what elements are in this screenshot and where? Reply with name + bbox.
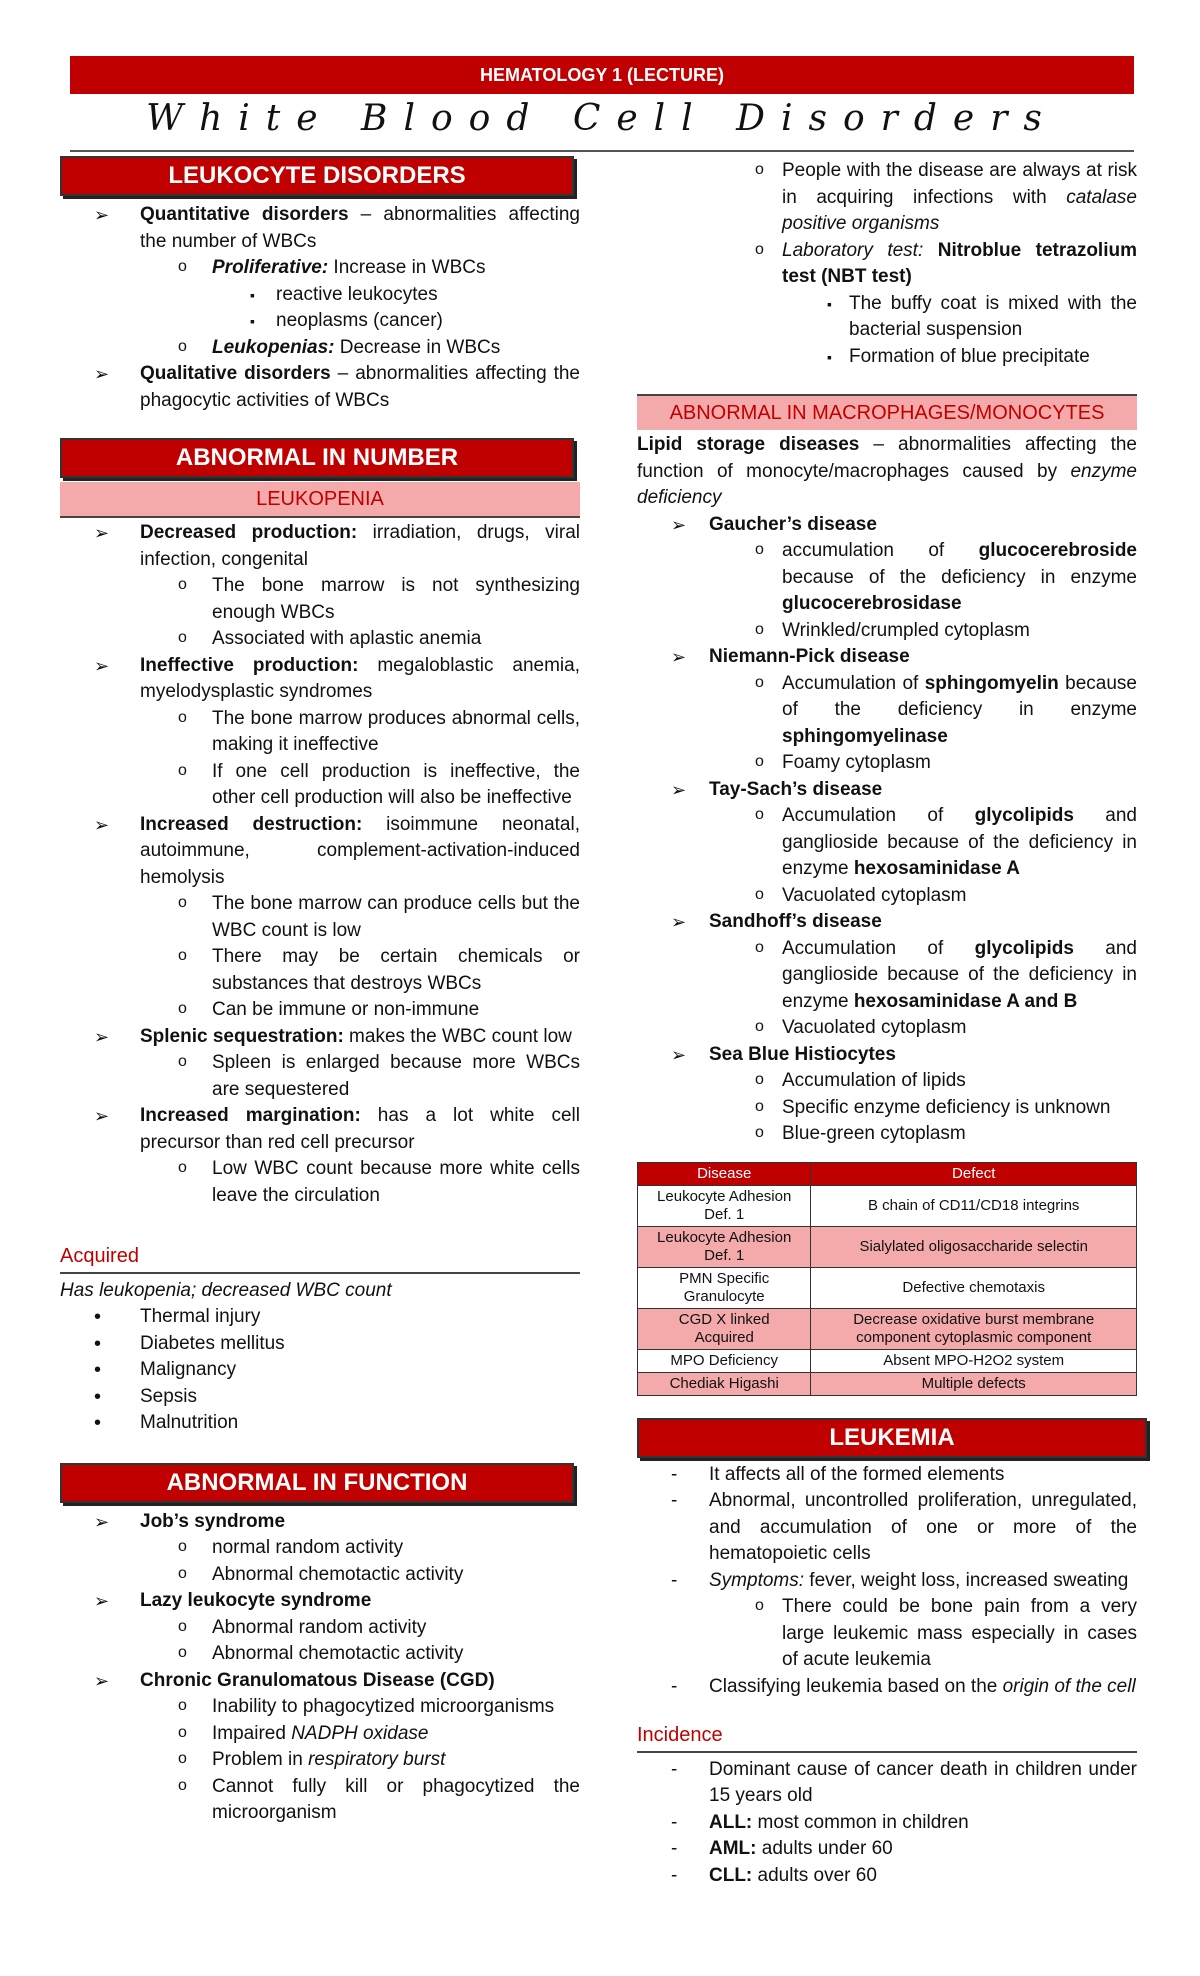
list-item: o People with the disease are always at risk in acquiring infections with catalase positive organisms [637, 158, 1137, 238]
list-item: - CLL: adults over 60 [637, 1863, 1137, 1890]
list-item: o There may be certain chemicals or substances that destroys WBCs [60, 944, 580, 997]
list-item: o Proliferative: Increase in WBCs [60, 255, 580, 282]
list-item: ➢ Gaucher’s disease [637, 512, 1137, 539]
list-item: ▪ Formation of blue precipitate [637, 344, 1137, 371]
list-item: o Accumulation of lipids [637, 1068, 1137, 1095]
list-item: o The bone marrow produces abnormal cells, making it ineffective [60, 706, 580, 759]
list-item: ➢ Niemann-Pick disease [637, 644, 1137, 671]
list-item: ➢ Increased destruction: isoimmune neonatal, autoimmune, complement-activation-induced hemolysis [60, 812, 580, 892]
list-item: - ALL: most common in children [637, 1810, 1137, 1837]
list-item: • Thermal injury [60, 1304, 580, 1331]
table-cell: Absent MPO-H2O2 system [811, 1349, 1137, 1372]
list-item: - Abnormal, uncontrolled proliferation, unregulated, and accumulation of one or more of the hematopoietic cells [637, 1488, 1137, 1568]
list-item: - Symptoms: fever, weight loss, increased sweating [637, 1568, 1137, 1595]
defects-table [637, 1162, 1137, 1396]
list-item: o Can be immune or non-immune [60, 997, 580, 1024]
page-title: White Blood Cell Disorders [146, 98, 1058, 139]
list-item: o Foamy cytoplasm [637, 750, 1137, 777]
table-cell: Decrease oxidative burst membrane component cytoplasmic component [811, 1308, 1137, 1349]
table-cell: PMN Specific Granulocyte [638, 1267, 811, 1308]
list-item: o Abnormal chemotactic activity [60, 1641, 580, 1668]
section-heading-leukocyte-disorders: LEUKOCYTE DISORDERS [60, 156, 574, 196]
list-item: o normal random activity [60, 1535, 580, 1562]
list-item: o There could be bone pain from a very large leukemic mass especially in cases of acute leukemia [637, 1594, 1137, 1674]
table-row [638, 1267, 1137, 1308]
list-item: o Accumulation of sphingomyelin because of the deficiency in enzyme sphingomyelinase [637, 671, 1137, 751]
list-item: ➢ Ineffective production: megaloblastic anemia, myelodysplastic syndromes [60, 653, 580, 706]
list-item: • Malignancy [60, 1357, 580, 1384]
list-item: o Associated with aplastic anemia [60, 626, 580, 653]
table-cell: CGD X linked Acquired [638, 1308, 811, 1349]
list-item: • Malnutrition [60, 1410, 580, 1437]
list-item: ➢ Quantitative disorders – abnormalities affecting the number of WBCs [60, 202, 580, 255]
table-cell: Defective chemotaxis [811, 1267, 1137, 1308]
list-item: ➢ Tay-Sach’s disease [637, 777, 1137, 804]
table-cell: Leukocyte Adhesion Def. 1 [638, 1226, 811, 1267]
list-item: ➢ Increased margination: has a lot white cell precursor than red cell precursor [60, 1103, 580, 1156]
list-item: o If one cell production is ineffective, the other cell production will also be ineffective [60, 759, 580, 812]
list-item: o Specific enzyme deficiency is unknown [637, 1095, 1137, 1122]
column-header: Defect [811, 1162, 1137, 1185]
list-item: o The bone marrow is not synthesizing enough WBCs [60, 573, 580, 626]
table-row [638, 1308, 1137, 1349]
table-cell: Multiple defects [811, 1372, 1137, 1395]
list-item: o Spleen is enlarged because more WBCs are sequestered [60, 1050, 580, 1103]
list-item: ➢ Decreased production: irradiation, drugs, viral infection, congenital [60, 520, 580, 573]
list-item: o Blue-green cytoplasm [637, 1121, 1137, 1148]
table-row [638, 1349, 1137, 1372]
list-item: ▪ reactive leukocytes [60, 282, 580, 309]
list-item: - It affects all of the formed elements [637, 1462, 1137, 1489]
right-column [637, 158, 1137, 1889]
list-item: ▪ The buffy coat is mixed with the bacterial suspension [637, 291, 1137, 344]
list-item: o Impaired NADPH oxidase [60, 1721, 580, 1748]
subheading-macrophages: ABNORMAL IN MACROPHAGES/MONOCYTES [637, 394, 1137, 430]
list-item: o Accumulation of glycolipids and ganglioside because of the deficiency in enzyme hexosaminidase A [637, 803, 1137, 883]
list-item: ➢ Sea Blue Histiocytes [637, 1042, 1137, 1069]
section-heading-abnormal-function: ABNORMAL IN FUNCTION [60, 1463, 574, 1503]
list-item: ➢ Sandhoff’s disease [637, 909, 1137, 936]
column-header: Disease [638, 1162, 811, 1185]
list-item: - Dominant cause of cancer death in children under 15 years old [637, 1757, 1137, 1810]
subheading-incidence: Incidence [637, 1722, 1137, 1753]
table-cell: B chain of CD11/CD18 integrins [811, 1185, 1137, 1226]
macrophage-intro: Lipid storage diseases – abnormalities affecting the function of monocyte/macrophages caused by enzyme deficiency [637, 434, 1137, 508]
title-divider [70, 150, 1134, 152]
list-item: o accumulation of glucocerebroside because of the deficiency in enzyme glucocerebrosidase [637, 538, 1137, 618]
table-cell: MPO Deficiency [638, 1349, 811, 1372]
list-item: o Wrinkled/crumpled cytoplasm [637, 618, 1137, 645]
acquired-subtitle: Has leukopenia; decreased WBC count [60, 1279, 392, 1301]
list-item: o Cannot fully kill or phagocytized the microorganism [60, 1774, 580, 1827]
list-item: o Problem in respiratory burst [60, 1747, 580, 1774]
subheading-acquired: Acquired [60, 1243, 580, 1274]
list-item: o Vacuolated cytoplasm [637, 883, 1137, 910]
list-item: ▪ neoplasms (cancer) [60, 308, 580, 335]
list-item: o Accumulation of glycolipids and ganglioside because of the deficiency in enzyme hexosaminidase A and B [637, 936, 1137, 1016]
list-item: o Abnormal chemotactic activity [60, 1562, 580, 1589]
list-item: ➢ Chronic Granulomatous Disease (CGD) [60, 1668, 580, 1695]
list-item: o Abnormal random activity [60, 1615, 580, 1642]
table-header-row [638, 1162, 1137, 1185]
list-item: o The bone marrow can produce cells but the WBC count is low [60, 891, 580, 944]
section-heading-abnormal-number: ABNORMAL IN NUMBER [60, 438, 574, 478]
list-item: ➢ Qualitative disorders – abnormalities affecting the phagocytic activities of WBCs [60, 361, 580, 414]
list-item: • Diabetes mellitus [60, 1331, 580, 1358]
table-row [638, 1226, 1137, 1267]
table-row [638, 1372, 1137, 1395]
list-item: ➢ Splenic sequestration: makes the WBC count low [60, 1024, 580, 1051]
list-item: - Classifying leukemia based on the origin of the cell [637, 1674, 1137, 1701]
left-column [60, 156, 580, 1827]
subheading-leukopenia: LEUKOPENIA [60, 482, 580, 518]
table-cell: Chediak Higashi [638, 1372, 811, 1395]
list-item: ➢ Job’s syndrome [60, 1509, 580, 1536]
table-row [638, 1185, 1137, 1226]
list-item: o Low WBC count because more white cells leave the circulation [60, 1156, 580, 1209]
table-cell: Leukocyte Adhesion Def. 1 [638, 1185, 811, 1226]
list-item: - AML: adults under 60 [637, 1836, 1137, 1863]
list-item: o Vacuolated cytoplasm [637, 1015, 1137, 1042]
table-cell: Sialylated oligosaccharide selectin [811, 1226, 1137, 1267]
list-item: o Laboratory test: Nitroblue tetrazolium test (NBT test) [637, 238, 1137, 291]
course-banner: HEMATOLOGY 1 (LECTURE) [70, 56, 1134, 94]
list-item: o Inability to phagocytized microorganisms [60, 1694, 580, 1721]
list-item: ➢ Lazy leukocyte syndrome [60, 1588, 580, 1615]
list-item: o Leukopenias: Decrease in WBCs [60, 335, 580, 362]
list-item: • Sepsis [60, 1384, 580, 1411]
section-heading-leukemia: LEUKEMIA [637, 1418, 1147, 1458]
